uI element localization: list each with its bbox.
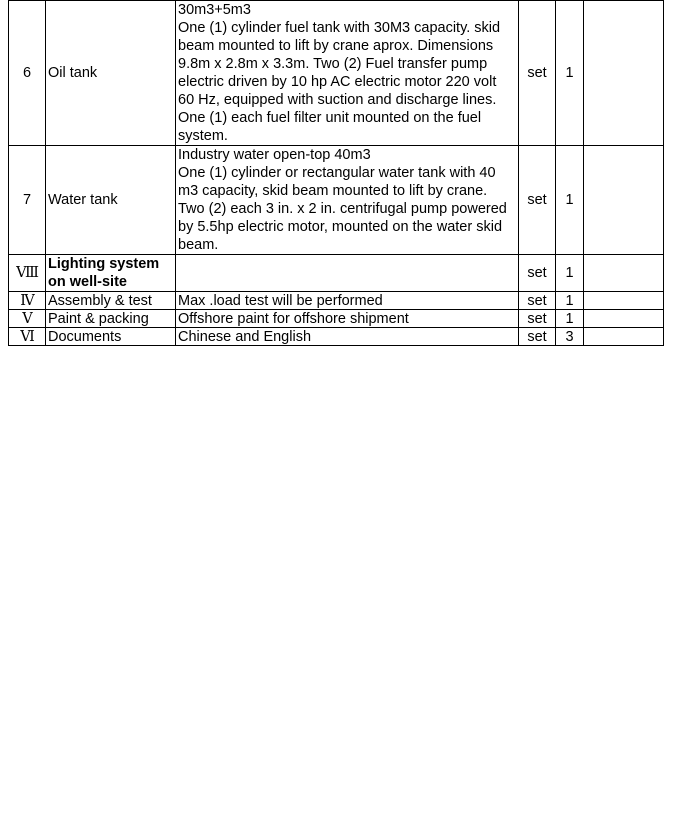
item-name: Documents [46,328,176,346]
item-name: Water tank [46,146,176,255]
item-description: Max .load test will be performed [176,292,519,310]
item-remark [584,255,664,292]
table-row-oil-tank [9,1,664,146]
item-unit: set [519,328,556,346]
item-name: Oil tank [46,1,176,146]
item-description: Chinese and English [176,328,519,346]
item-description: Offshore paint for offshore shipment [176,310,519,328]
table-row-assembly-test [9,292,664,310]
item-remark [584,310,664,328]
item-unit: set [519,255,556,292]
item-quantity: 1 [556,310,584,328]
item-name: Assembly & test [46,292,176,310]
item-unit: set [519,292,556,310]
table-row-documents [9,328,664,346]
item-description [176,255,519,292]
equipment-table [8,0,664,346]
item-name: Paint & packing [46,310,176,328]
table-row-water-tank [9,146,664,255]
item-number: 7 [9,146,46,255]
item-number: Ⅴ [9,310,46,328]
item-unit: set [519,1,556,146]
item-description: 30m3+5m3 One (1) cylinder fuel tank with 30M3 capacity. skid beam mounted to lift by crane aprox. Dimensions 9.8m x 2.8m x 3.3m. Two (2) Fuel transfer pump electric driven by 10 hp AC electric motor 220 volt 60 Hz, equipped with suction and discharge lines. One (1) each fuel filter unit mounted on the fuel system. [176,1,519,146]
item-remark [584,328,664,346]
item-quantity: 3 [556,328,584,346]
item-number: 6 [9,1,46,146]
item-unit: set [519,146,556,255]
item-number: Ⅵ [9,328,46,346]
item-remark [584,146,664,255]
table-row-lighting-system [9,255,664,292]
item-quantity: 1 [556,292,584,310]
item-remark [584,292,664,310]
item-description: Industry water open-top 40m3 One (1) cylinder or rectangular water tank with 40 m3 capacity, skid beam mounted to lift by crane. Two (2) each 3 in. x 2 in. centrifugal pump powered by 5.5hp electric motor, mounted on the water skid beam. [176,146,519,255]
item-remark [584,1,664,146]
item-quantity: 1 [556,255,584,292]
item-name: Lighting system on well-site [46,255,176,292]
item-unit: set [519,310,556,328]
item-number: Ⅷ [9,255,46,292]
item-number: Ⅳ [9,292,46,310]
item-quantity: 1 [556,146,584,255]
table-row-paint-packing [9,310,664,328]
item-quantity: 1 [556,1,584,146]
